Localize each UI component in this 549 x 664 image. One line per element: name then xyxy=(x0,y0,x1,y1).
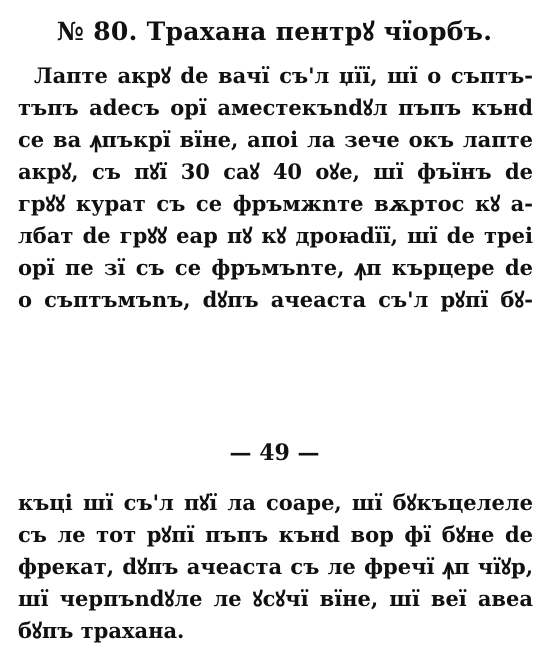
text-line: акрꙋ, съ пꙋї 30 саꙋ 40 оꙋе, шї фъїнъ de xyxy=(18,159,533,184)
text-line: тъпъ аdесъ орї аместекъndꙋл пъпъ кънd xyxy=(18,95,533,120)
text-line: къці шї съ'л пꙋї ла соаре, шї бꙋкъцелеле xyxy=(18,490,533,515)
text-line: бꙋпъ трахана. xyxy=(18,618,185,643)
text-line: фрекат, dꙋпъ ачеаста съ ле фречї ꙟп чїꙋр, xyxy=(18,554,533,579)
text-line: шї черпъndꙋле ле ꙋсꙋчї вїне, шї веї авеа xyxy=(18,586,533,611)
recipe-heading: № 80. Трахана пентрꙋ чїорбъ. xyxy=(56,17,493,46)
text-line: грꙋꙋ курат съ се фръмжnте вѫртос кꙋ а- xyxy=(18,191,533,216)
recipe-text xyxy=(18,60,533,316)
text-line: съ ле тот рꙋпї пъпъ кънd вор фї бꙋне de xyxy=(18,522,533,547)
text-line: лбат de грꙋꙋ еар пꙋ кꙋ дроꙗdїї, шї de треі xyxy=(18,223,533,248)
page-number: — 49 — xyxy=(229,440,320,466)
text-line: орї пе зї съ се фръмъnте, ꙟп кърцере de xyxy=(18,255,533,280)
text-line: се ва ꙟпъкрї вїне, апоі ла зече окъ лапте xyxy=(18,127,533,152)
continuation-text xyxy=(18,487,533,647)
text-line: о съптъмъnъ, dꙋпъ ачеаста съ'л рꙋпї бꙋ- xyxy=(18,287,533,312)
text-line: Лапте акрꙋ de вачї съ'л џїї, шї о съптъ- xyxy=(34,63,533,88)
